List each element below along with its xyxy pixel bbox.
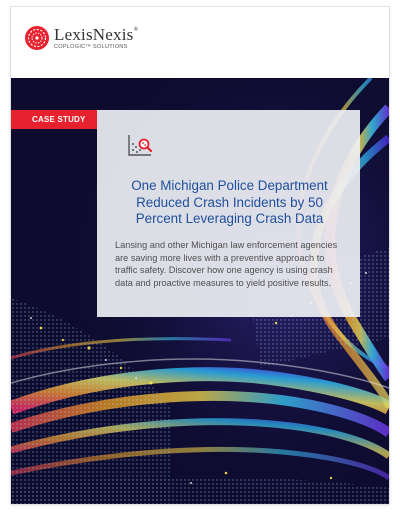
case-study-title: One Michigan Police Department Reduced Crash Incidents by 50 Percent Leveraging Crash Data xyxy=(131,178,328,226)
logo-brand xyxy=(54,26,138,43)
summary-card xyxy=(97,110,360,317)
chart-magnifier-icon xyxy=(127,132,153,158)
logo-text xyxy=(54,26,138,51)
case-study-summary: Lansing and other Michigan law enforcement agencies are saving more lives with a preventive approach to traffic safety. Discover how one agency is using crash data and proactive measures to yield positive results. xyxy=(115,240,338,288)
logo-subtitle: COPLOGIC™ SOLUTIONS xyxy=(54,43,128,50)
logo-brand-name: LexisNexis xyxy=(54,24,134,44)
lexisnexis-logo xyxy=(24,25,138,51)
lexisnexis-logo-icon xyxy=(24,25,50,51)
case-study-tag: CASE STUDY xyxy=(11,110,97,129)
case-study-cover[interactable] xyxy=(11,7,389,504)
logo-registered-mark: ® xyxy=(133,26,139,33)
